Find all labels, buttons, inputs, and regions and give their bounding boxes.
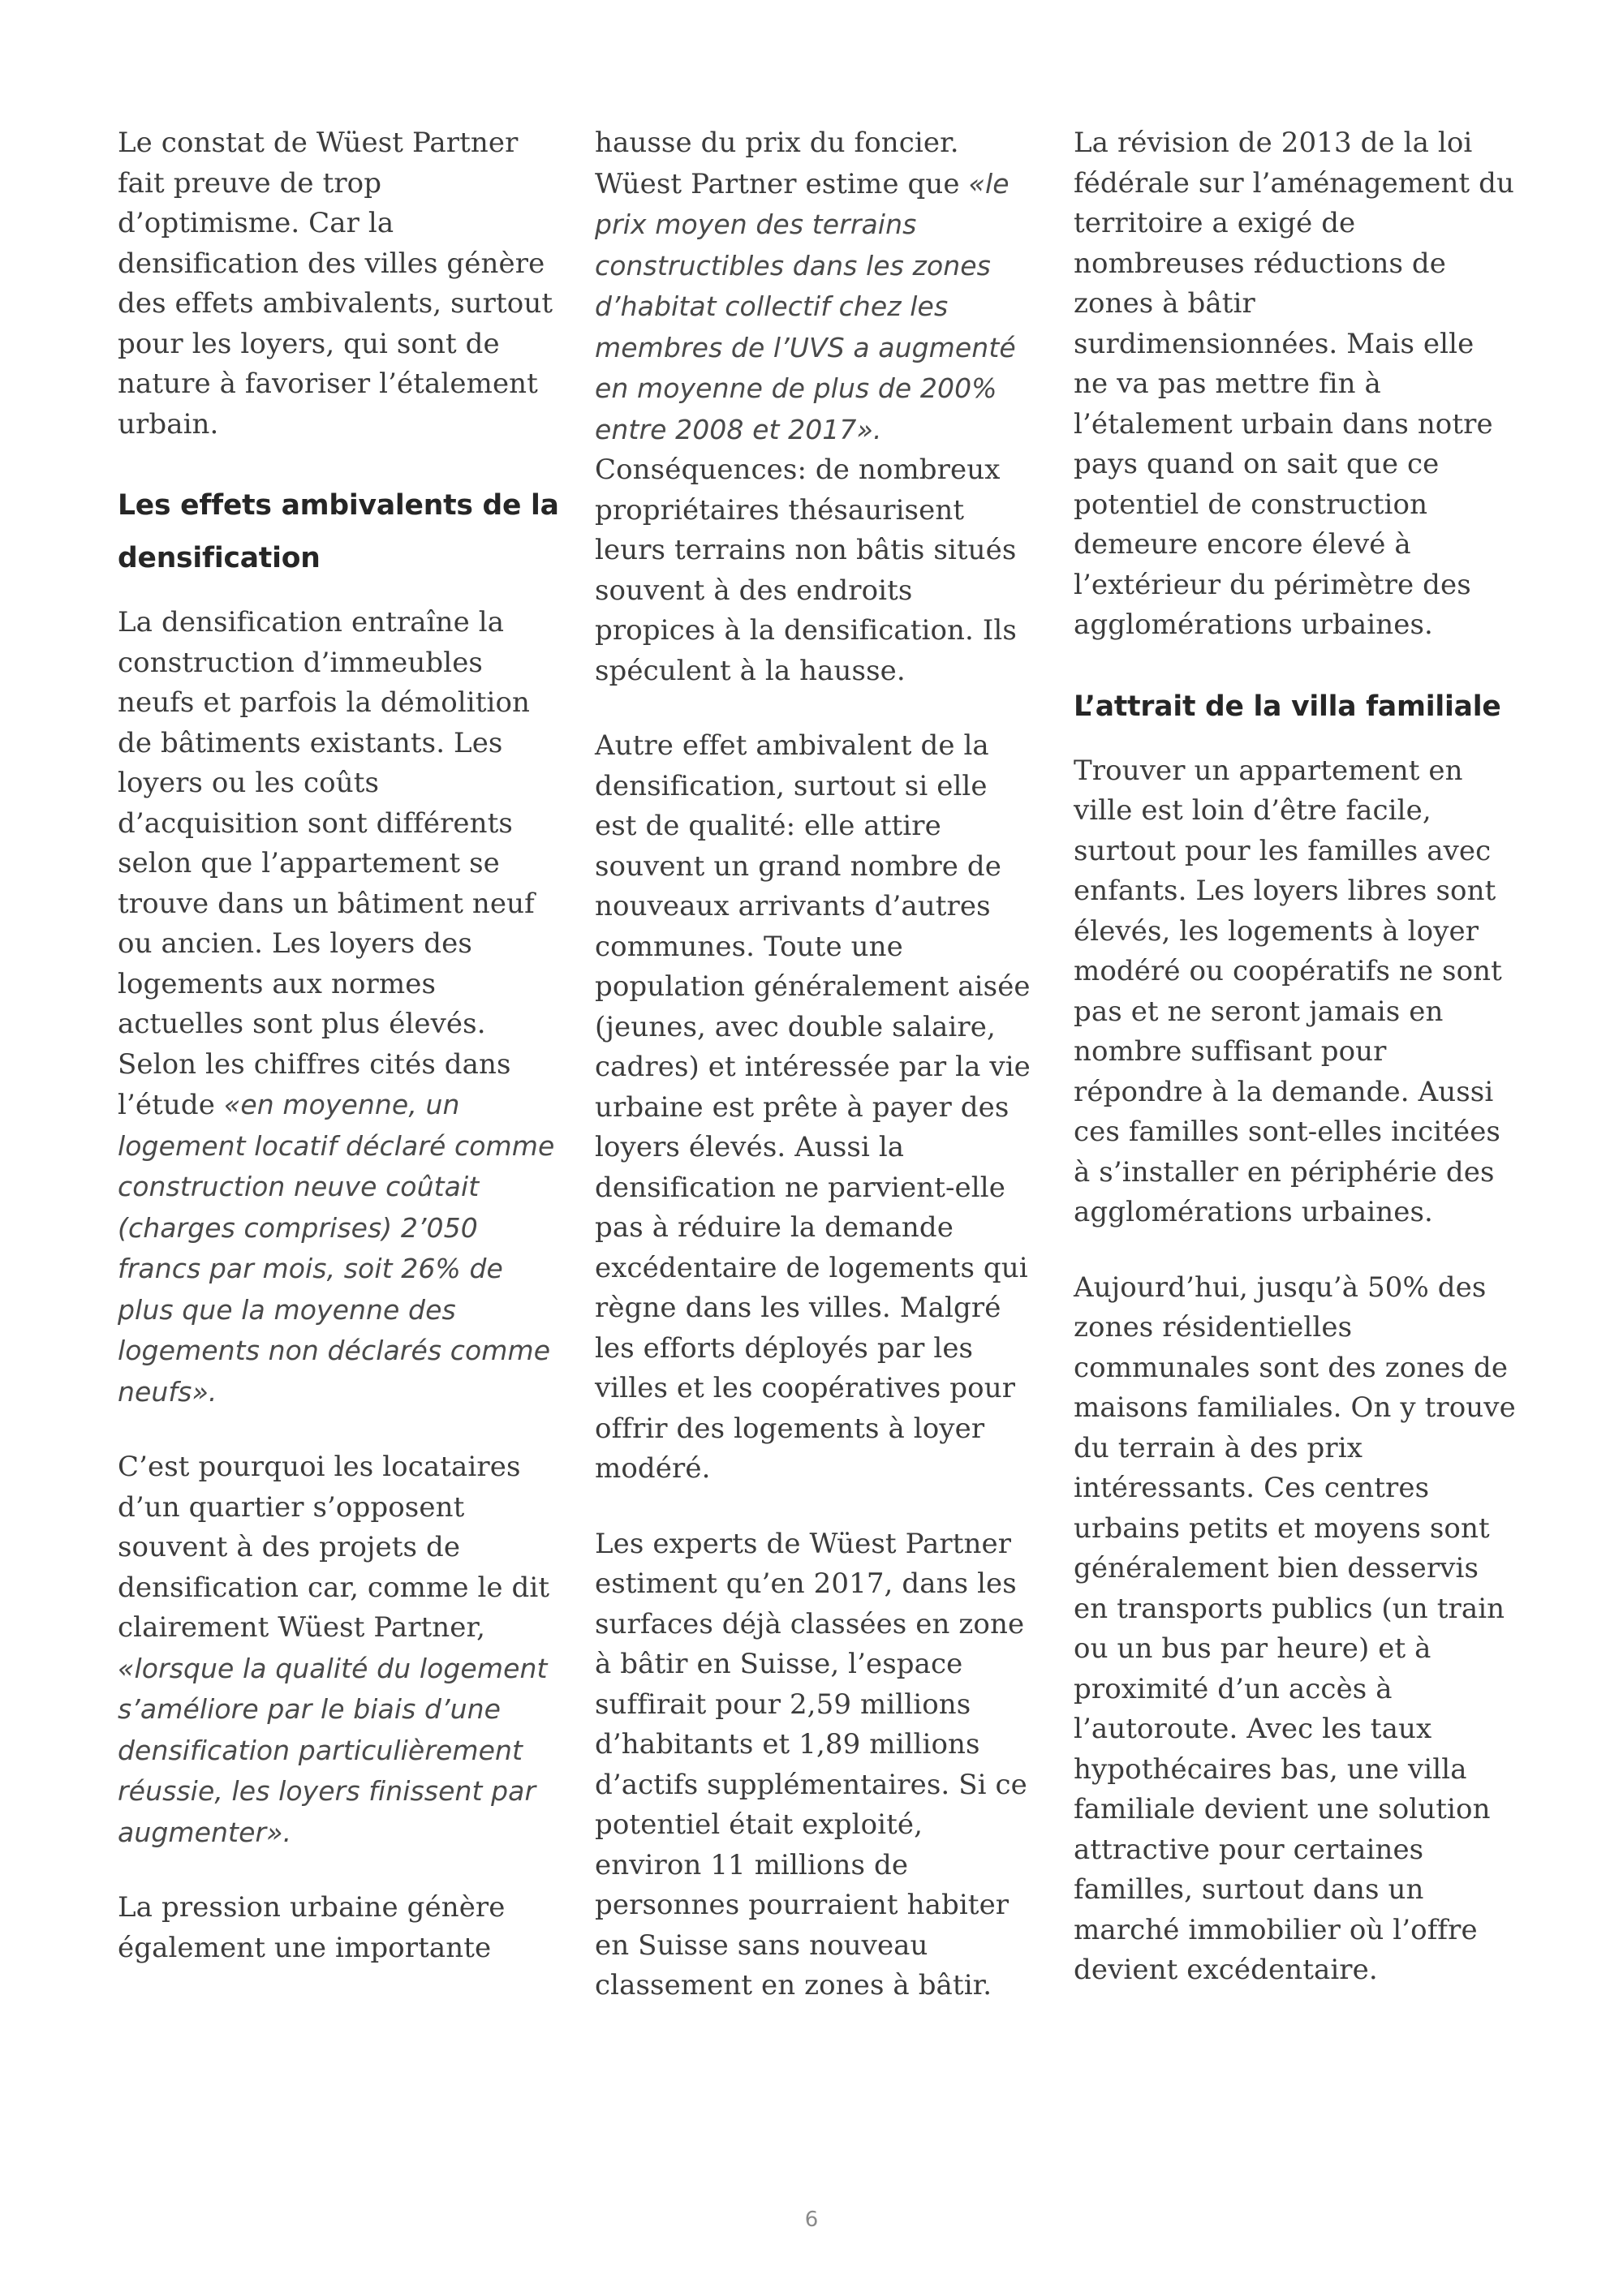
paragraph [118, 603, 560, 1412]
paragraph: Le constat de Wüest Partner fait preuve de trop d’optimisme. Car la densification des villes génère des effets ambivalents, surtout pour les loyers, qui sont de nature à favoriser l’étalement urbain. [118, 127, 553, 441]
study-quote: «en moyenne, un logement locatif déclaré comme construction neuve coûtait (charges comprises) 2’050 francs par mois, soit 26% de plus que la moyenne des logements non déclarés comme neufs». [118, 1089, 555, 1408]
paragraph: La révision de 2013 de la loi fédérale sur l’aménagement du territoire a exigé de nombreuses réductions de zones à bâtir surdimensionnées. Mais elle ne va pas mettre fin à l’étalement urbain dans notre pays quand on sait que ce potentiel de construction demeure encore élevé à l’extérieur du périmètre des agglomérations urbaines. [1074, 127, 1514, 641]
study-quote: «le prix moyen des terrains constructibles dans les zones d’habitat collectif chez les membres de l’UVS a augmenté en moyenne de plus de 200% entre 2008 et 2017». [595, 167, 1016, 445]
text-column-3 [1074, 123, 1516, 2026]
paragraph: Aujourd’hui, jusqu’à 50% des zones résidentielles communales sont des zones de maisons familiales. On y trouve du terrain à des prix intéressants. Ces centres urbains petits et moyens sont généralement bien desservis en transports publics (un train ou un bus par heure) et à proximité d’un accès à l’autoroute. Avec les taux hypothécaires bas, une villa familiale devient une solution attractive pour certaines familles, surtout dans un marché immobilier où l’offre devient excédentaire. [1074, 1271, 1516, 1986]
paragraph-text: C’est pourquoi les locataires d’un quartier s’opposent souvent à des projets de densification car, comme le dit clairement Wüest Partner, [118, 1451, 550, 1644]
page-number: 6 [804, 2208, 819, 2232]
paragraph-text: Conséquences: de nombreux propriétaires thésaurisent leurs terrains non bâtis situés souvent à des endroits propices à la densification. Ils spéculent à la hausse. [595, 454, 1017, 687]
section-heading: Les effets ambivalents de la densification [118, 489, 559, 574]
paragraph-text: La densification entraîne la construction d’immeubles neufs et parfois la démolition de bâtiments existants. Les loyers ou les coûts d’acquisition sont différents selon que l’appartement se trouve dans un bâtiment neuf ou ancien. Les loyers des logements aux normes actuelles sont plus élevés. Selon les chiffres cités dans l’étude [118, 606, 535, 1121]
paragraph: Les experts de Wüest Partner estiment qu’en 2017, dans les surfaces déjà classées en zone à bâtir en Suisse, l’espace suffirait pour 2,59 millions d’habitants et 1,89 millions d’actifs supplémentaires. Si ce potentiel était exploité, environ 11 millions de personnes pourraient habiter en Suisse sans nouveau classement en zones à bâtir. [595, 1527, 1027, 2001]
paragraph-text: hausse du prix du foncier. Wüest Partner estime que [595, 127, 969, 200]
paragraph [595, 123, 1037, 691]
paragraph: Trouver un appartement en ville est loin d’être facile, surtout pour les familles avec enfants. Les loyers libres sont élevés, les logements à loyer modéré ou coopératifs ne sont pas et ne seront jamais en nombre suffisant pour répondre à la demande. Aussi ces familles sont-elles incitées à s’installer en périphérie des agglomérations urbaines. [1074, 754, 1502, 1228]
paragraph: Autre effet ambivalent de la densification, surtout si elle est de qualité: elle attire souvent un grand nombre de nouveaux arrivants d’autres communes. Toute une population généralement aisée (jeunes, avec double salaire, cadres) et intéressée par la vie urbaine est prête à payer des loyers élevés. Aussi la densification ne parvient-elle pas à réduire la demande excédentaire de logements qui règne dans les villes. Malgré les efforts déployés par les villes et les coopératives pour offrir des logements à loyer modéré. [595, 729, 1031, 1485]
section-heading: L’attrait de la villa familiale [1074, 690, 1501, 723]
paragraph [118, 1447, 560, 1853]
text-column-2 [595, 123, 1037, 2041]
study-quote: «lorsque la qualité du logement s’améliore par le biais d’une densification particulièrement réussie, les loyers finissent par augmenter». [118, 1652, 548, 1848]
text-column-1 [118, 123, 560, 2003]
paragraph: La pression urbaine génère également une importante [118, 1891, 506, 1964]
